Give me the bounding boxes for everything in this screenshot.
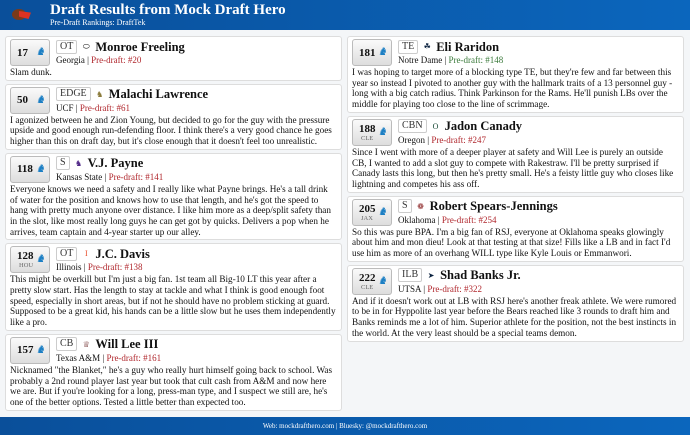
position-badge: ILB — [398, 268, 422, 282]
school: Georgia — [56, 55, 85, 65]
pre-draft-rank: Pre-draft: #161 — [106, 352, 162, 363]
pick-card: 181 ♞ TE ☘ Eli Raridon Notre Dame | Pre-draft: #148 I was hoping to target more of a blocking type TE, but they're few and far between this year so instead I pivoted to another guy with the hallmark traits of a 13 personnel guy - long with a big catch radius. Think Parkinson for the Rams. He'll punish LBs over the middle for playing too close to the line of scrimmage. — [347, 36, 684, 113]
via-team: CLE — [361, 283, 374, 291]
lions-logo-icon: ♞ — [378, 274, 388, 287]
player-name: Malachi Lawrence — [108, 87, 209, 102]
position-badge: CBN — [398, 119, 427, 133]
position-badge: OT — [56, 40, 77, 54]
school: UTSA — [398, 283, 422, 294]
header — [0, 0, 690, 30]
football-hero-logo — [10, 6, 32, 24]
position-badge: CB — [56, 337, 77, 351]
pick-badge — [10, 246, 50, 273]
lions-logo-icon: ♞ — [378, 205, 388, 218]
position-badge: EDGE — [56, 87, 91, 101]
georgia-logo-icon: ⬭ — [82, 41, 90, 51]
player-name: Will Lee III — [95, 337, 159, 352]
right-column — [347, 36, 684, 342]
school: Illinois — [56, 262, 82, 273]
player-name: Jadon Canady — [444, 119, 523, 134]
lions-logo-icon: ♞ — [36, 93, 46, 106]
lions-logo-icon: ♞ — [36, 253, 46, 266]
pick-comment: And if it doesn't work out at LB with RSJ here's another freak athlete. We were rumored to be in for Hyppolite last year before the Bears reached like 3 rounds to draft him and Banks reminds me a lot of him. Superior athlete for the position, not the best instincts in the world. At the very least should be a special teams demon. — [352, 295, 677, 338]
position-badge: S — [56, 156, 70, 170]
pick-number: 181 — [359, 46, 376, 59]
pick-comment: This might be overkill but I'm just a big fan. 1st team all Big-10 LT this year after a pretty slow start. Has the length to stay at tackle and what I think is good enough foot speed, especially in short areas, but if not he should have no problem sticking at guard. Supposed to be a great kid, his hands can be a little slow but he uses them independently like a pro. — [10, 274, 336, 328]
pre-draft-rank: Pre-draft: #61 — [79, 102, 131, 113]
oklahoma-logo-icon: ❁ — [417, 201, 424, 211]
oregon-logo-icon: O — [432, 121, 439, 131]
position-badge: OT — [56, 247, 77, 261]
kansas-state-logo-icon: ♞ — [74, 158, 83, 168]
footer: Web: mockdrafthero.com | Bluesky: @mockdrafthero.com — [0, 417, 690, 435]
pick-badge — [10, 337, 50, 364]
via-team: JAX — [361, 214, 373, 222]
utsa-logo-icon: ➤ — [427, 270, 435, 280]
pick-number: 188 — [359, 122, 376, 135]
pick-number: 50 — [17, 94, 28, 107]
pick-comment: Everyone knows we need a safety and I really like what Payne brings. He's a tall drink of water for the position and knows how to use that length, and he's got the speed to hang with pretty much anyone over distance. I like him more as a deep/split safety than in the slot, like most really long guys he can get got by quicks. Delivers a pop when he arrives, team captain and 4-year starter up our alley. — [10, 183, 331, 237]
via-team: CLE — [361, 134, 374, 142]
pick-card: 17 ♞ OT ⬭ Monroe Freeling Georgia | Pre-draft: #20 Slam dunk. — [5, 36, 342, 81]
pick-badge — [10, 156, 50, 183]
pre-draft-rank: Pre-draft: #247 — [431, 134, 487, 145]
pick-card: 118 ♞ S ♞ V.J. Payne Kansas State | Pre-draft: #141 Everyone knows we need a safety and I really like what Payne brings. He's a tall drink of water for the position and knows how to use that length, and he's got the speed to hang with pretty much anyone over distance. I like him more as a deep/split safety than in the slot, like most really long guys he can get got by quicks. Delivers a pop when he arrives, team captain and 4-year starter up our alley. — [5, 153, 342, 241]
player-name: Shad Banks Jr. — [440, 268, 521, 283]
pick-comment: I agonized between he and Zion Young, but decided to go for the guy with the pressure upside and good enough run-defending floor. I think there's a very good chance he goes higher than this on draft day, but it's close enough that it doesn't feel too unrealistic. — [10, 114, 332, 147]
pick-comment: So this was pure BPA. I'm a big fan of RSJ, everyone at Oklahoma speaks glowingly about him and mon dieu! Look at that testing at that size! Fills like a LB and in fact I'd use him as more of an overhang WILL type like Kyle Louis or Emmanwori. — [352, 226, 671, 259]
via-team: HOU — [19, 262, 34, 270]
pick-badge — [352, 119, 392, 146]
pick-number: 128 — [17, 250, 34, 263]
pick-card: 50 ♞ EDGE ♞ Malachi Lawrence UCF | Pre-draft: #61 I agonized between he and Zion Young, but decided to go for the guy with the pressure upside and good enough run-defending floor. I think there's a very good chance he goes higher than this on draft day, but it's close enough that it doesn't feel too unrealistic. — [5, 84, 342, 150]
player-name: Robert Spears-Jennings — [429, 199, 558, 214]
ucf-logo-icon: ♞ — [96, 89, 104, 99]
school: Notre Dame — [398, 55, 443, 65]
page-subtitle: Pre-Draft Rankings: DraftTek — [50, 18, 146, 27]
illinois-logo-icon: I — [85, 249, 88, 259]
pick-number: 222 — [359, 271, 376, 284]
pick-number: 205 — [359, 202, 376, 215]
pre-draft-rank: Pre-draft: #254 — [441, 214, 497, 225]
left-column — [5, 36, 342, 411]
notre-dame-logo-icon: ☘ — [423, 42, 431, 51]
pick-badge — [10, 87, 50, 114]
pick-comment: I was hoping to target more of a blocking type TE, but they're few and far between this year so instead I pivoted to another guy with the hallmark traits of a 13 personnel guy - long with a big catch radius. Think Parkinson for the Rams. He'll punish LBs over the middle for playing too close to the line of scrimmage. — [352, 67, 673, 110]
pick-badge — [352, 268, 392, 295]
pick-comment: Nicknamed "the Blanket," he's a guy who really hurt himself going back to school. Was probably a 2nd round player last year but took that cult cash from A&M and now here we are. But if you're looking for a long, press-man type, and I suspect we still are, he's one of the better options. Tested a little better than expected too. — [10, 364, 333, 407]
pick-badge — [10, 39, 50, 66]
pick-card: 128 HOU ♞ OT I J.C. Davis Illinois | Pre-draft: #138 This might be overkill but I'm just a big fan. 1st team all Big-10 LT this year after a pretty slow start. Has the length to stay at tackle and what I think is good enough foot speed, especially in short areas, but if not he should have no problem sticking at guard. Supposed to be a great kid, his hands can be a little slow but he uses them independently like a pro. — [5, 243, 342, 331]
lions-logo-icon: ♞ — [378, 125, 388, 138]
pick-card: 188 CLE ♞ CBN O Jadon Canady Oregon | Pre-draft: #247 Since I went with more of a deeper player at safety and Will Lee is purely an outside CB, I wanted to add a slot guy to compete with Rakestraw. I'll be pretty surprised if Canady lasts this long, but then he's pretty small. He's a feisty little guy who closes like lightning and competes his ass off. — [347, 116, 684, 193]
pre-draft-rank: Pre-draft: #138 — [87, 262, 143, 273]
pre-draft-rank: Pre-draft: #322 — [427, 283, 483, 294]
pre-draft-rank: Pre-draft: #20 — [91, 55, 142, 65]
player-name: Eli Raridon — [436, 39, 500, 54]
player-name: Monroe Freeling — [95, 39, 185, 54]
pick-comment: Since I went with more of a deeper player at safety and Will Lee is purely an outside CB, I wanted to add a slot guy to compete with Rakestraw. I'll be pretty surprised if Canady lasts this long, but then he's pretty small. He's a feisty little guy who closes like lightning and competes his ass off. — [352, 146, 674, 189]
lions-logo-icon: ♞ — [36, 162, 46, 175]
lions-logo-icon: ♞ — [378, 46, 388, 58]
pick-number: 17 — [17, 46, 28, 59]
pre-draft-rank: Pre-draft: #148 — [448, 55, 504, 65]
player-name: V.J. Payne — [87, 156, 144, 171]
pick-badge — [352, 199, 392, 226]
school: UCF — [56, 102, 74, 113]
position-badge: TE — [398, 40, 418, 54]
school: Oklahoma — [398, 214, 436, 225]
school: Oregon — [398, 134, 425, 145]
page-title: Draft Results from Mock Draft Hero — [50, 2, 286, 18]
lions-logo-icon: ♞ — [36, 46, 46, 58]
texas-am-logo-icon: ♕ — [82, 339, 90, 349]
pick-comment: Slam dunk. — [10, 67, 52, 77]
player-name: J.C. Davis — [95, 246, 150, 261]
lions-logo-icon: ♞ — [36, 343, 46, 356]
pick-number: 157 — [17, 344, 34, 357]
pick-number: 118 — [17, 163, 33, 176]
pick-card: 205 JAX ♞ S ❁ Robert Spears-Jennings Oklahoma | Pre-draft: #254 So this was pure BPA. I'm a big fan of RSJ, everyone at Oklahoma speaks glowingly about him and mon dieu! Look at that testing at that size! Fills like a LB and in fact I'd use him as more of an overhang WILL type like Kyle Louis or Emmanwori. — [347, 196, 684, 262]
school: Texas A&M — [56, 352, 101, 363]
pick-card: 222 CLE ♞ ILB ➤ Shad Banks Jr. UTSA | Pre-draft: #322 And if it doesn't work out at LB with RSJ here's another freak athlete. We were rumored to be in for Hyppolite last year before the Bears reached like 3 rounds to draft him and Banks reminds me a lot of him. Superior athlete for the position, not the best instincts in the world. At the very least should be a special teams demon. — [347, 265, 684, 342]
pick-card: 157 ♞ CB ♕ Will Lee III Texas A&M | Pre-draft: #161 Nicknamed "the Blanket," he's a guy who really hurt himself going back to school. Was probably a 2nd round player last year but took that cult cash from A&M and now here we are. But if you're looking for a long, press-man type, and I suspect we still are, he's one of the better options. Tested a little better than expected too. — [5, 334, 342, 411]
pick-badge — [352, 39, 392, 66]
position-badge: S — [398, 199, 412, 213]
pre-draft-rank: Pre-draft: #141 — [108, 171, 164, 182]
school: Kansas State — [56, 171, 103, 182]
